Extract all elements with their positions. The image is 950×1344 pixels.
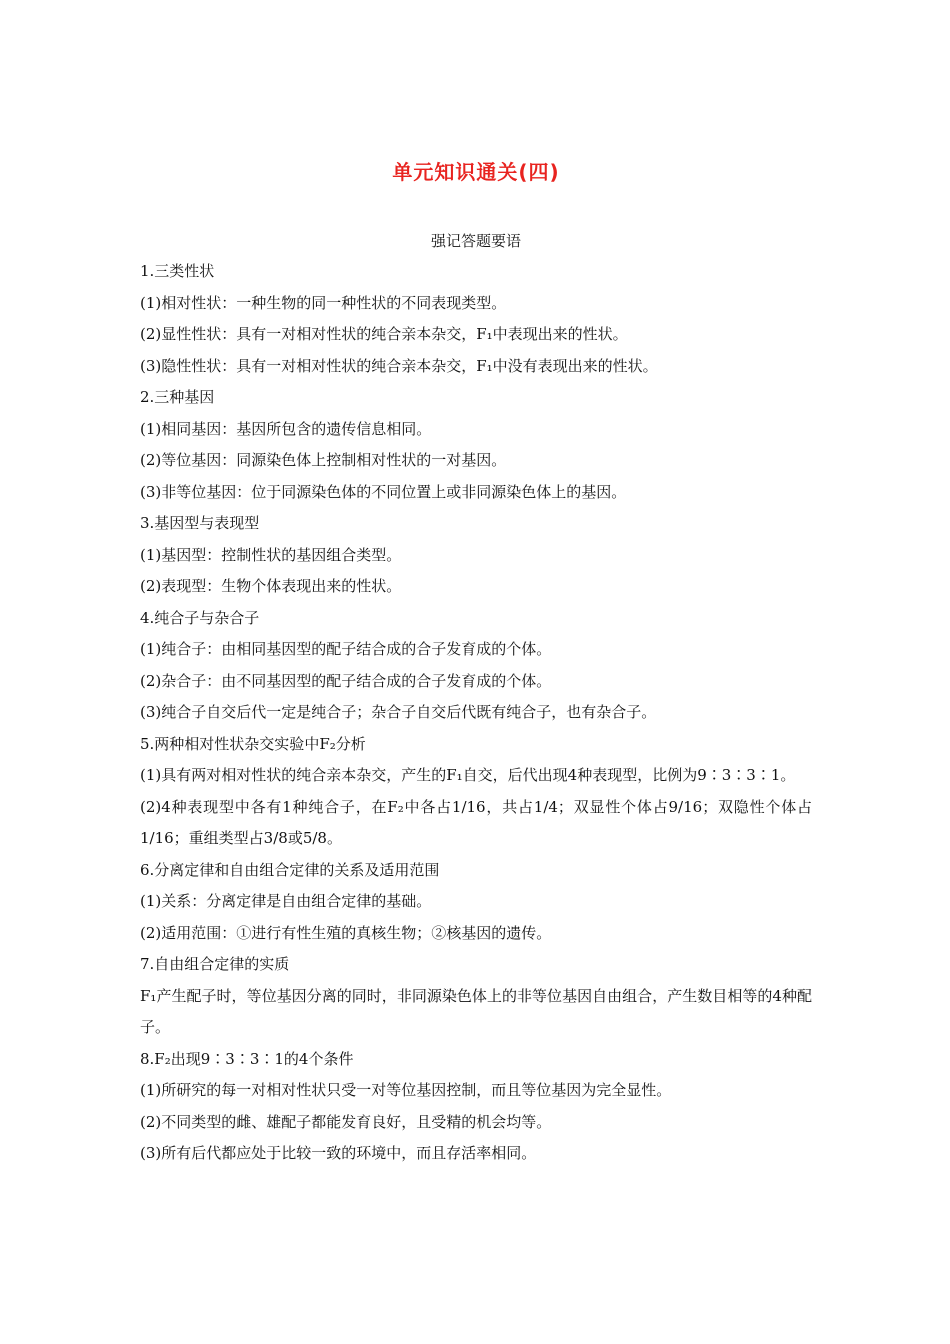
list-item: (2)显性性状：具有一对相对性状的纯合亲本杂交，F₁中表现出来的性状。 bbox=[140, 325, 628, 343]
heading-1: 1.三类性状 bbox=[140, 262, 215, 280]
list-item: (3)纯合子自交后代一定是纯合子；杂合子自交后代既有纯合子，也有杂合子。 bbox=[140, 703, 657, 721]
heading-5: 5.两种相对性状杂交实验中F₂分析 bbox=[140, 734, 366, 753]
list-item: (2)4种表现型中各有1种纯合子，在F₂中各占1/16，共占1/4；双显性个体占9/16；双隐性个体占1/16；重组类型占3/8或5/8。 bbox=[140, 797, 812, 847]
list-item: (1)关系：分离定律是自由组合定律的基础。 bbox=[140, 892, 432, 910]
list-item: (1)相对性状：一种生物的同一种性状的不同表现类型。 bbox=[140, 293, 507, 312]
list-item: (2)杂合子：由不同基因型的配子结合成的合子发育成的个体。 bbox=[140, 671, 552, 690]
heading-7: 7.自由组合定律的实质 bbox=[140, 955, 290, 973]
list-item: (2)表现型：生物个体表现出来的性状。 bbox=[140, 577, 402, 595]
list-item: (3)非等位基因：位于同源染色体的不同位置上或非同源染色体上的基因。 bbox=[140, 482, 627, 501]
list-item: (2)适用范围：①进行有性生殖的真核生物；②核基因的遗传。 bbox=[140, 923, 552, 942]
heading-8: 8.F₂出现9∶3∶3∶1的4个条件 bbox=[140, 1049, 354, 1068]
list-item: (2)等位基因：同源染色体上控制相对性状的一对基因。 bbox=[140, 451, 507, 469]
content-body bbox=[140, 256, 812, 1170]
list-item: (3)隐性性状：具有一对相对性状的纯合亲本杂交，F₁中没有表现出来的性状。 bbox=[140, 356, 658, 375]
paragraph: F₁产生配子时，等位基因分离的同时，非同源染色体上的非等位基因自由组合，产生数目相等的4种配子。 bbox=[140, 986, 812, 1036]
list-item: (1)基因型：控制性状的基因组合类型。 bbox=[140, 545, 402, 564]
list-item: (2)不同类型的雌、雄配子都能发育良好，且受精的机会均等。 bbox=[140, 1112, 552, 1131]
list-item: (1)所研究的每一对相对性状只受一对等位基因控制，而且等位基因为完全显性。 bbox=[140, 1081, 672, 1099]
heading-3: 3.基因型与表现型 bbox=[140, 514, 260, 532]
page-title: 单元知识通关(四) bbox=[392, 160, 560, 184]
list-item: (1)相同基因：基因所包含的遗传信息相同。 bbox=[140, 419, 432, 438]
heading-2: 2.三种基因 bbox=[140, 388, 215, 406]
heading-6: 6.分离定律和自由组合定律的关系及适用范围 bbox=[140, 860, 440, 879]
heading-4: 4.纯合子与杂合子 bbox=[140, 608, 260, 627]
list-item: (1)纯合子：由相同基因型的配子结合成的合子发育成的个体。 bbox=[140, 640, 552, 658]
list-item: (3)所有后代都应处于比较一致的环境中，而且存活率相同。 bbox=[140, 1144, 537, 1162]
list-item: (1)具有两对相对性状的纯合亲本杂交，产生的F₁自交，后代出现4种表现型，比例为9∶3∶3∶1。 bbox=[140, 766, 796, 784]
section-subtitle: 强记答题要语 bbox=[430, 232, 521, 250]
